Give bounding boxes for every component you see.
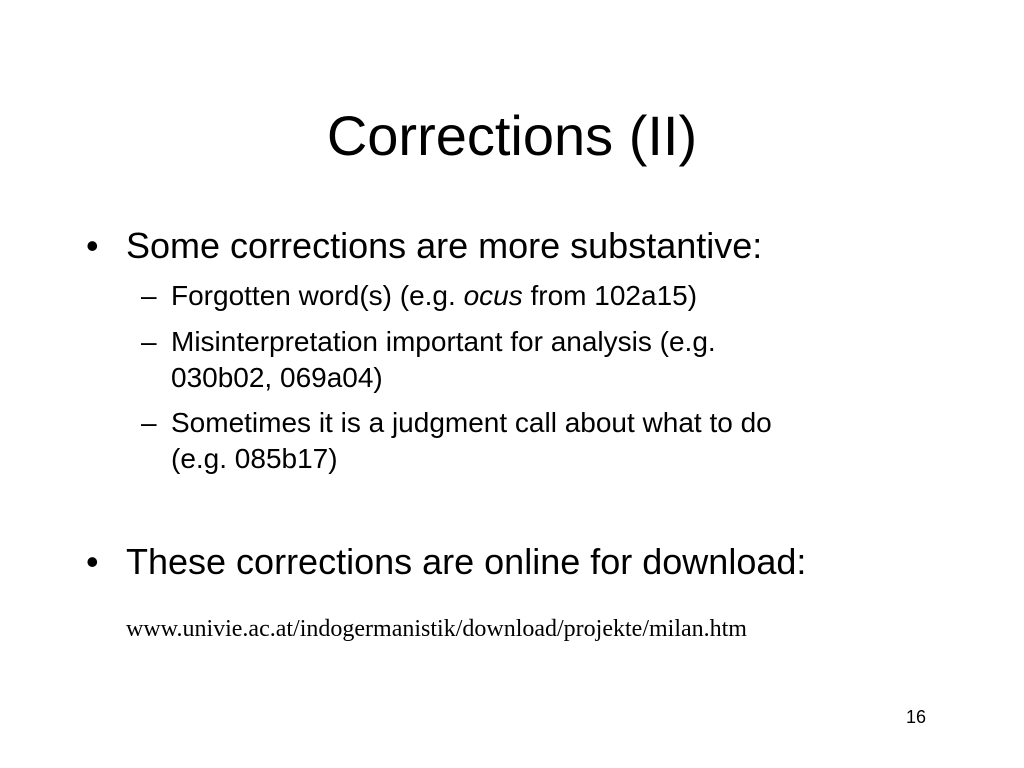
slide-title: Corrections (II) — [326, 104, 698, 167]
bullet-text: Some corrections are more substantive: — [126, 225, 763, 266]
sub-item-line-2: (e.g. 085b17) — [171, 443, 338, 474]
sub-item-forgotten-words — [141, 278, 697, 314]
dash-marker: – — [141, 407, 157, 438]
sub-item-line-1: Misinterpretation important for analysis (e.g. — [171, 326, 716, 357]
sub-item-misinterpretation — [141, 324, 716, 396]
bullet-item-online — [86, 542, 806, 582]
sub-item-judgment-call — [141, 405, 772, 477]
bullet-marker: • — [86, 225, 99, 266]
download-url: www.univie.ac.at/indogermanistik/download/projekte/milan.htm — [126, 616, 747, 642]
dash-marker: – — [141, 280, 157, 311]
bullet-marker: • — [86, 541, 99, 582]
sub-item-text-after: from 102a15) — [522, 280, 698, 311]
sub-item-text — [171, 278, 697, 314]
sub-item-line-1: Sometimes it is a judgment call about what to do — [171, 407, 772, 438]
bullet-item-corrections — [86, 226, 762, 266]
dash-marker: – — [141, 326, 157, 357]
page-number: 16 — [906, 707, 927, 727]
sub-item-text-before: Forgotten word(s) (e.g. — [171, 280, 464, 311]
sub-item-line-2: 030b02, 069a04) — [171, 362, 383, 393]
bullet-text: These corrections are online for download: — [126, 541, 807, 582]
sub-item-italic-word: ocus — [463, 280, 523, 311]
